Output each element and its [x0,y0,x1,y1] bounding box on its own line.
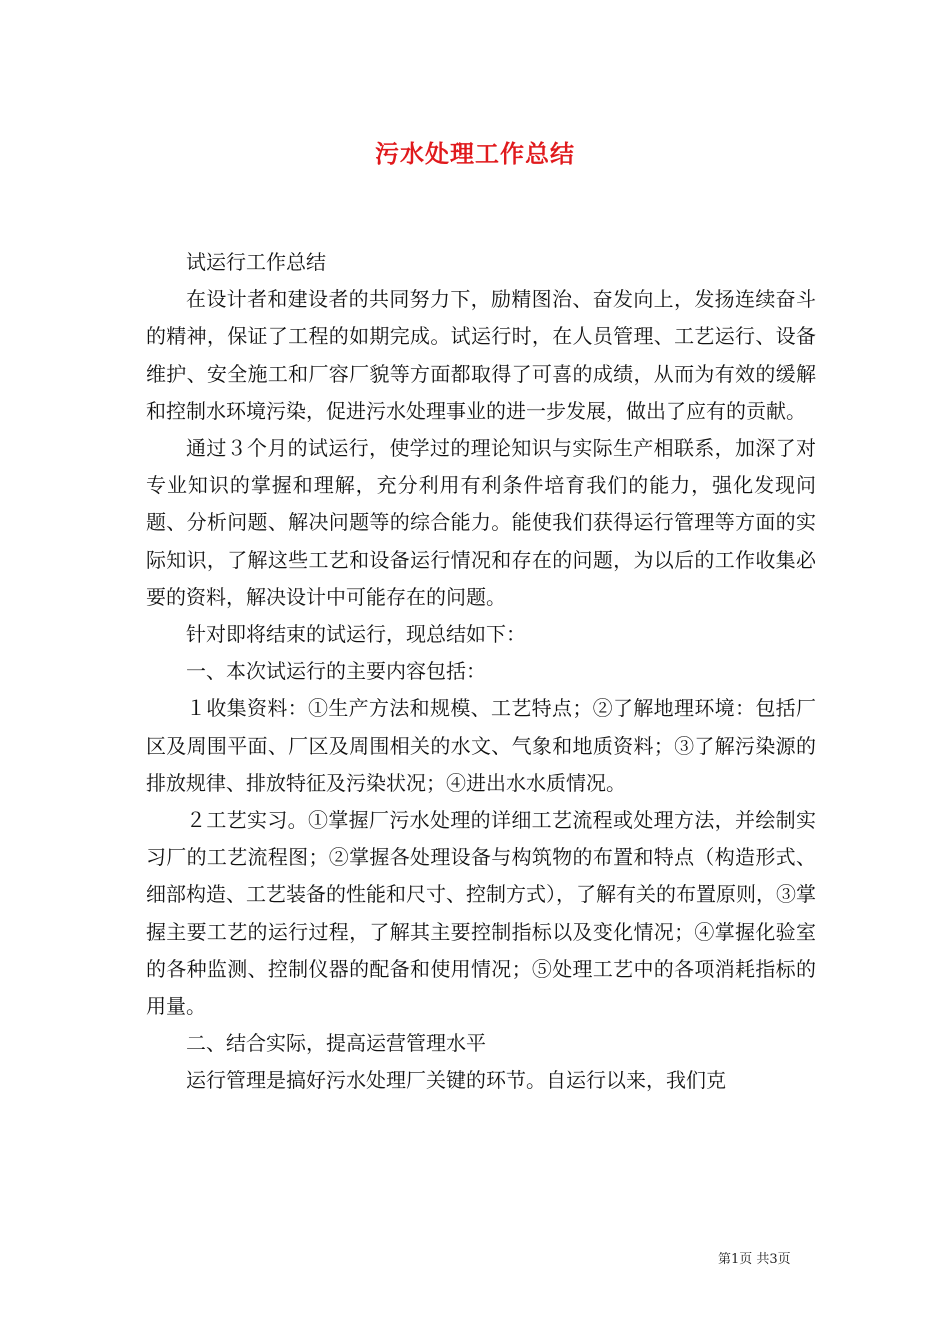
paragraph-intro: 在设计者和建设者的共同努力下，励精图治、奋发向上，发扬连续奋斗的精神，保证了工程的如期完成。试运行时，在人员管理、工艺运行、设备维护、安全施工和厂容厂貌等方面都取得了可喜的成绩，从而为有效的缓解和控制水环境污染，促进污水处理事业的进一步发展，做出了应有的贡献。 [146,287,816,423]
paragraph-trial-benefits: 通过３个月的试运行，使学过的理论知识与实际生产相联系，加深了对专业知识的掌握和理解，充分利用有利条件培育我们的能力，强化发现问题、分析问题、解决问题等的综合能力。能使我们获得运行管理等方面的实际知识，了解这些工艺和设备运行情况和存在的问题，为以后的工作收集必要的资料，解决设计中可能存在的问题。 [146,436,816,609]
section-heading-management: 二、结合实际，提高运营管理水平 [186,1031,486,1056]
section-heading-main-content: 一、本次试运行的主要内容包括： [186,659,486,684]
section-heading-trial-summary: 试运行工作总结 [186,250,326,274]
document-title: 污水处理工作总结 [375,139,575,168]
paragraph-collect-data: １收集资料：①生产方法和规模、工艺特点；②了解地理环境：包括厂区及周围平面、厂区及周围相关的水文、气象和地质资料；③了解污染源的排放规律、排放特征及污染状况；④进出水水质情况。 [146,696,816,795]
paragraph-summary-lead: 针对即将结束的试运行，现总结如下： [186,622,526,647]
paragraph-management: 运行管理是搞好污水处理厂关键的环节。自运行以来，我们克 [186,1068,726,1093]
document-body [146,244,816,1100]
paragraph-process-practice: ２工艺实习。①掌握厂污水处理的详细工艺流程或处理方法，并绘制实习厂的工艺流程图；②掌握各处理设备与构筑物的布置和特点（构造形式、细部构造、工艺装备的性能和尺寸、控制方式），了解有关的布置原则，③掌握主要工艺的运行过程，了解其主要控制指标以及变化情况；④掌握化验室的各种监测、控制仪器的配备和使用情况；⑤处理工艺中的各项消耗指标的用量。 [146,808,816,1019]
page-number-footer: 第1页 共3页 [718,1252,791,1267]
